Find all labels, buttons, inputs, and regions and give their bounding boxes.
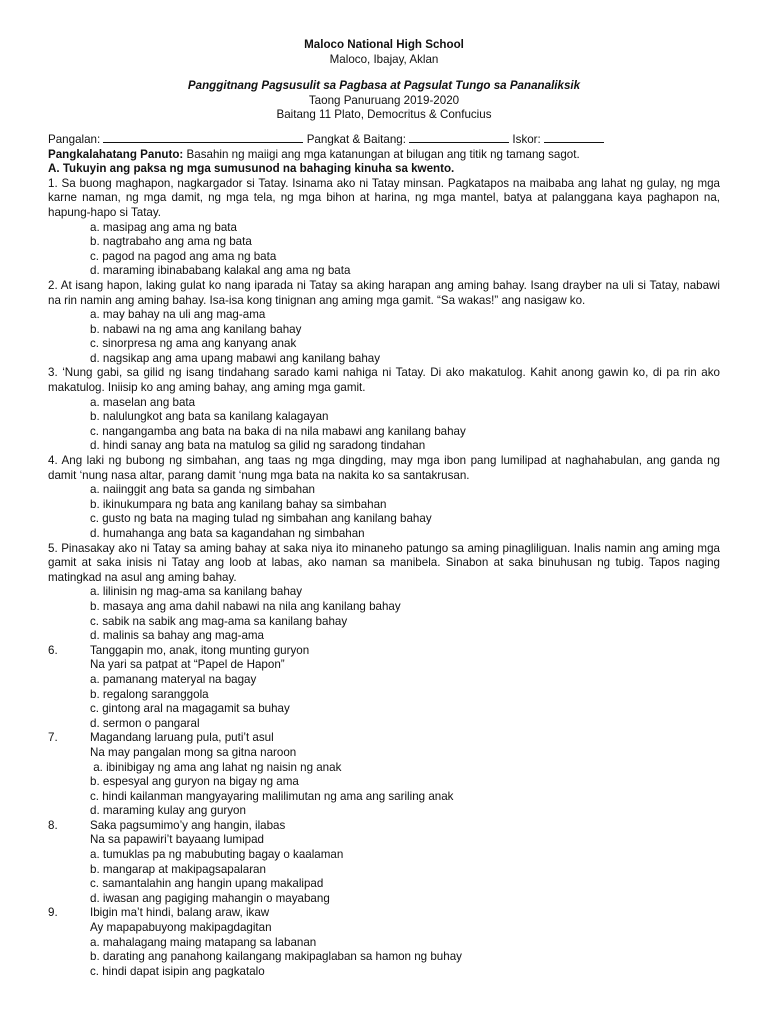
answer-choice[interactable]: b. regalong saranggola <box>90 687 209 701</box>
answer-choice[interactable]: b. nalulungkot ang bata sa kanilang kalagayan <box>90 410 329 424</box>
school-address: Maloco, Ibajay, Aklan <box>329 52 439 66</box>
poem-question-item <box>48 731 720 819</box>
answer-choice[interactable]: a. maselan ang bata <box>90 395 196 409</box>
answer-choice[interactable]: c. hindi dapat isipin ang pagkatalo <box>90 964 265 978</box>
answer-choice[interactable]: a. tumuklas pa ng mabubuting bagay o kaalaman <box>90 848 344 862</box>
poem-line-row <box>48 906 720 921</box>
answer-choice[interactable]: a. mahalagang maing matapang sa labanan <box>90 935 317 949</box>
question-text: 2. At isang hapon, laking gulat ko nang iparada ni Tatay sa aking harapan ang aming bahay. Isang drayber na uli si Tatay, nabawi na rin namin ang aming bahay. Isa-isa kong tinignan ang aming mga gamit. “Sa wakas!” ang nasigaw ko. <box>48 278 720 307</box>
poem-line: Na yari sa patpat at “Papel de Hapon” <box>90 658 285 672</box>
answer-choice[interactable]: d. malinis sa bahay ang mag-ama <box>90 629 264 643</box>
poem-line: Na may pangalan mong sa gitna naroon <box>90 745 297 759</box>
answer-choice[interactable]: c. sabik na sabik ang mag-ama sa kanilang bahay <box>90 614 348 628</box>
section-label: Pangkat & Baitang: <box>306 132 406 146</box>
instructions-label: Pangkalahatang Panuto: <box>48 147 184 161</box>
answer-choice[interactable]: a. ibinibigay ng ama ang lahat ng naisin ng anak <box>90 760 342 774</box>
school-year: Taong Panuruang 2019-2020 <box>308 93 460 107</box>
answer-choice[interactable]: b. masaya ang ama dahil nabawi na nila ang kanilang bahay <box>90 599 401 613</box>
answer-choice[interactable]: d. sermon o pangaral <box>90 716 200 730</box>
answer-choice[interactable]: c. sinorpresa ng ama ang kanyang anak <box>90 337 297 351</box>
poem-questions <box>48 644 720 980</box>
answer-choice[interactable]: d. maraming ibinababang kalakal ang ama ng bata <box>90 264 351 278</box>
question-number: 9. <box>48 906 58 920</box>
poem-question-item <box>48 819 720 907</box>
answer-choice[interactable]: c. nangangamba ang bata na baka di na nila mabawi ang kanilang bahay <box>90 424 466 438</box>
question-text: 3. ‘Nung gabi, sa gilid ng isang tindahang sarado kami nahiga ni Tatay. Di ako makatulog. Kahit anong gawin ko, di pa rin ako makatulog. Iniisip ko ang aming bahay, ang aming mga gamit. <box>48 366 720 395</box>
student-info-row <box>48 131 720 148</box>
answer-choice[interactable]: a. pamanang materyal na bagay <box>90 672 257 686</box>
answer-choice[interactable]: b. nabawi na ng ama ang kanilang bahay <box>90 322 302 336</box>
poem-line: Saka pagsumimo’y ang hangin, ilabas <box>90 818 286 832</box>
choice-list <box>48 221 720 279</box>
section-blank[interactable] <box>409 131 509 143</box>
question-number: 8. <box>48 818 58 832</box>
answer-choice[interactable]: c. gintong aral na magagamit sa buhay <box>90 702 290 716</box>
grade-sections: Baitang 11 Plato, Democritus & Confucius <box>276 108 492 122</box>
name-blank[interactable] <box>103 131 303 143</box>
score-label: Iskor: <box>512 132 541 146</box>
choice-list <box>48 483 720 541</box>
answer-choice[interactable]: d. maraming kulay ang guryon <box>90 804 246 818</box>
name-label: Pangalan: <box>48 132 101 146</box>
question-text: 4. Ang laki ng bubong ng simbahan, ang taas ng mga dingding, may mga ibon pang lumilipad at naghahabulan, ang ganda ng damit ‘nung nasa altar, parang damit ‘nung mga bata na nakita ko sa santakrusan. <box>48 454 720 482</box>
poem-line-row <box>48 819 720 834</box>
poem-line: Tanggapin mo, anak, itong munting guryon <box>90 643 310 657</box>
answer-choice[interactable]: b. darating ang panahong kailangang makipaglaban sa hamon ng buhay <box>90 950 462 964</box>
question-item <box>48 366 720 454</box>
choice-list <box>48 848 720 906</box>
question-number: 6. <box>48 643 58 657</box>
choice-list <box>48 673 720 731</box>
exam-title: Panggitnang Pagsusulit sa Pagbasa at Pagsulat Tungo sa Pananaliksik <box>187 79 581 93</box>
choice-list <box>48 585 720 643</box>
poem-line: Ay mapapabuyong makipagdagitan <box>90 921 272 935</box>
question-item <box>48 177 720 279</box>
part-a-heading: A. Tukuyin ang paksa ng mga sumusunod na bahaging kinuha sa kwento. <box>48 162 455 176</box>
answer-choice[interactable]: a. may bahay na uli ang mag-ama <box>90 308 266 322</box>
answer-choice[interactable]: b. ikinukumpara ng bata ang kanilang bahay sa simbahan <box>90 497 387 511</box>
poem-line-row <box>48 644 720 659</box>
answer-choice[interactable]: c. pagod na pagod ang ama ng bata <box>90 249 277 263</box>
answer-choice[interactable]: c. samantalahin ang hangin upang makalipad <box>90 877 324 891</box>
answer-choice[interactable]: c. gusto ng bata na maging tulad ng simbahan ang kanilang bahay <box>90 512 432 526</box>
answer-choice[interactable]: a. masipag ang ama ng bata <box>90 220 237 234</box>
answer-choice[interactable]: d. iwasan ang pagiging mahangin o mayabang <box>90 891 330 905</box>
general-instructions <box>48 148 720 163</box>
question-item <box>48 454 720 542</box>
poem-question-item <box>48 644 720 732</box>
answer-choice[interactable]: d. humahanga ang bata sa kagandahan ng simbahan <box>90 527 365 540</box>
answer-choice[interactable]: a. naiinggit ang bata sa ganda ng simbahan <box>90 483 315 497</box>
instructions-text: Basahin ng maiigi ang mga katanungan at bilugan ang titik ng tamang sagot. <box>186 147 580 161</box>
choice-list <box>48 396 720 454</box>
question-text: 5. Pinasakay ako ni Tatay sa aming bahay at saka niya ito minaneho patungo sa aming pinagliliguan. Inalis namin ang aming mga gamit at saka inisis ni Tatay ang loob at labas, ako naman sa manibela. Sinabon at saka binuhusan ng tubig. Tapos naging matingkad na asul ang aming bahay. <box>48 541 720 584</box>
score-blank[interactable] <box>544 131 604 143</box>
answer-choice[interactable]: b. nagtrabaho ang ama ng bata <box>90 235 252 249</box>
answer-choice[interactable]: d. hindi sanay ang bata na matulog sa gilid ng saradong tindahan <box>90 439 426 453</box>
poem-line-row <box>48 731 720 746</box>
answer-choice[interactable]: d. nagsikap ang ama upang mabawi ang kanilang bahay <box>90 351 381 365</box>
choice-list <box>48 936 720 980</box>
answer-choice[interactable]: a. lilinisin ng mag-ama sa kanilang bahay <box>90 585 303 599</box>
poem-line: Magandang laruang pula, puti’t asul <box>90 731 274 745</box>
question-item <box>48 279 720 367</box>
question-item <box>48 542 720 644</box>
choice-list <box>48 308 720 366</box>
choice-list <box>48 761 720 819</box>
answer-choice[interactable]: c. hindi kailanman mangyayaring malilimutan ng ama ang sariling anak <box>90 789 454 803</box>
answer-choice[interactable]: b. espesyal ang guryon na bigay ng ama <box>90 775 299 789</box>
poem-line: Na sa papawiri’t bayaang lumipad <box>90 833 265 847</box>
poem-question-item <box>48 906 720 979</box>
school-name: Maloco National High School <box>304 38 464 51</box>
prose-questions <box>48 177 720 644</box>
answer-choice[interactable]: b. mangarap at makipagsapalaran <box>90 862 266 876</box>
poem-line: Ibigin ma’t hindi, balang araw, ikaw <box>90 906 270 920</box>
question-text: 1. Sa buong maghapon, nagkargador si Tatay. Isinama ako ni Tatay minsan. Pagkatapos na maibaba ang lahat ng gulay, ng mga karne naman, ng mga damit, ng mga tela, ng mga bihon at harina, ng mga mantel, batya at palanggana kaya paghapon na, hapung-hapo si Tatay. <box>48 176 720 219</box>
question-number: 7. <box>48 731 58 745</box>
